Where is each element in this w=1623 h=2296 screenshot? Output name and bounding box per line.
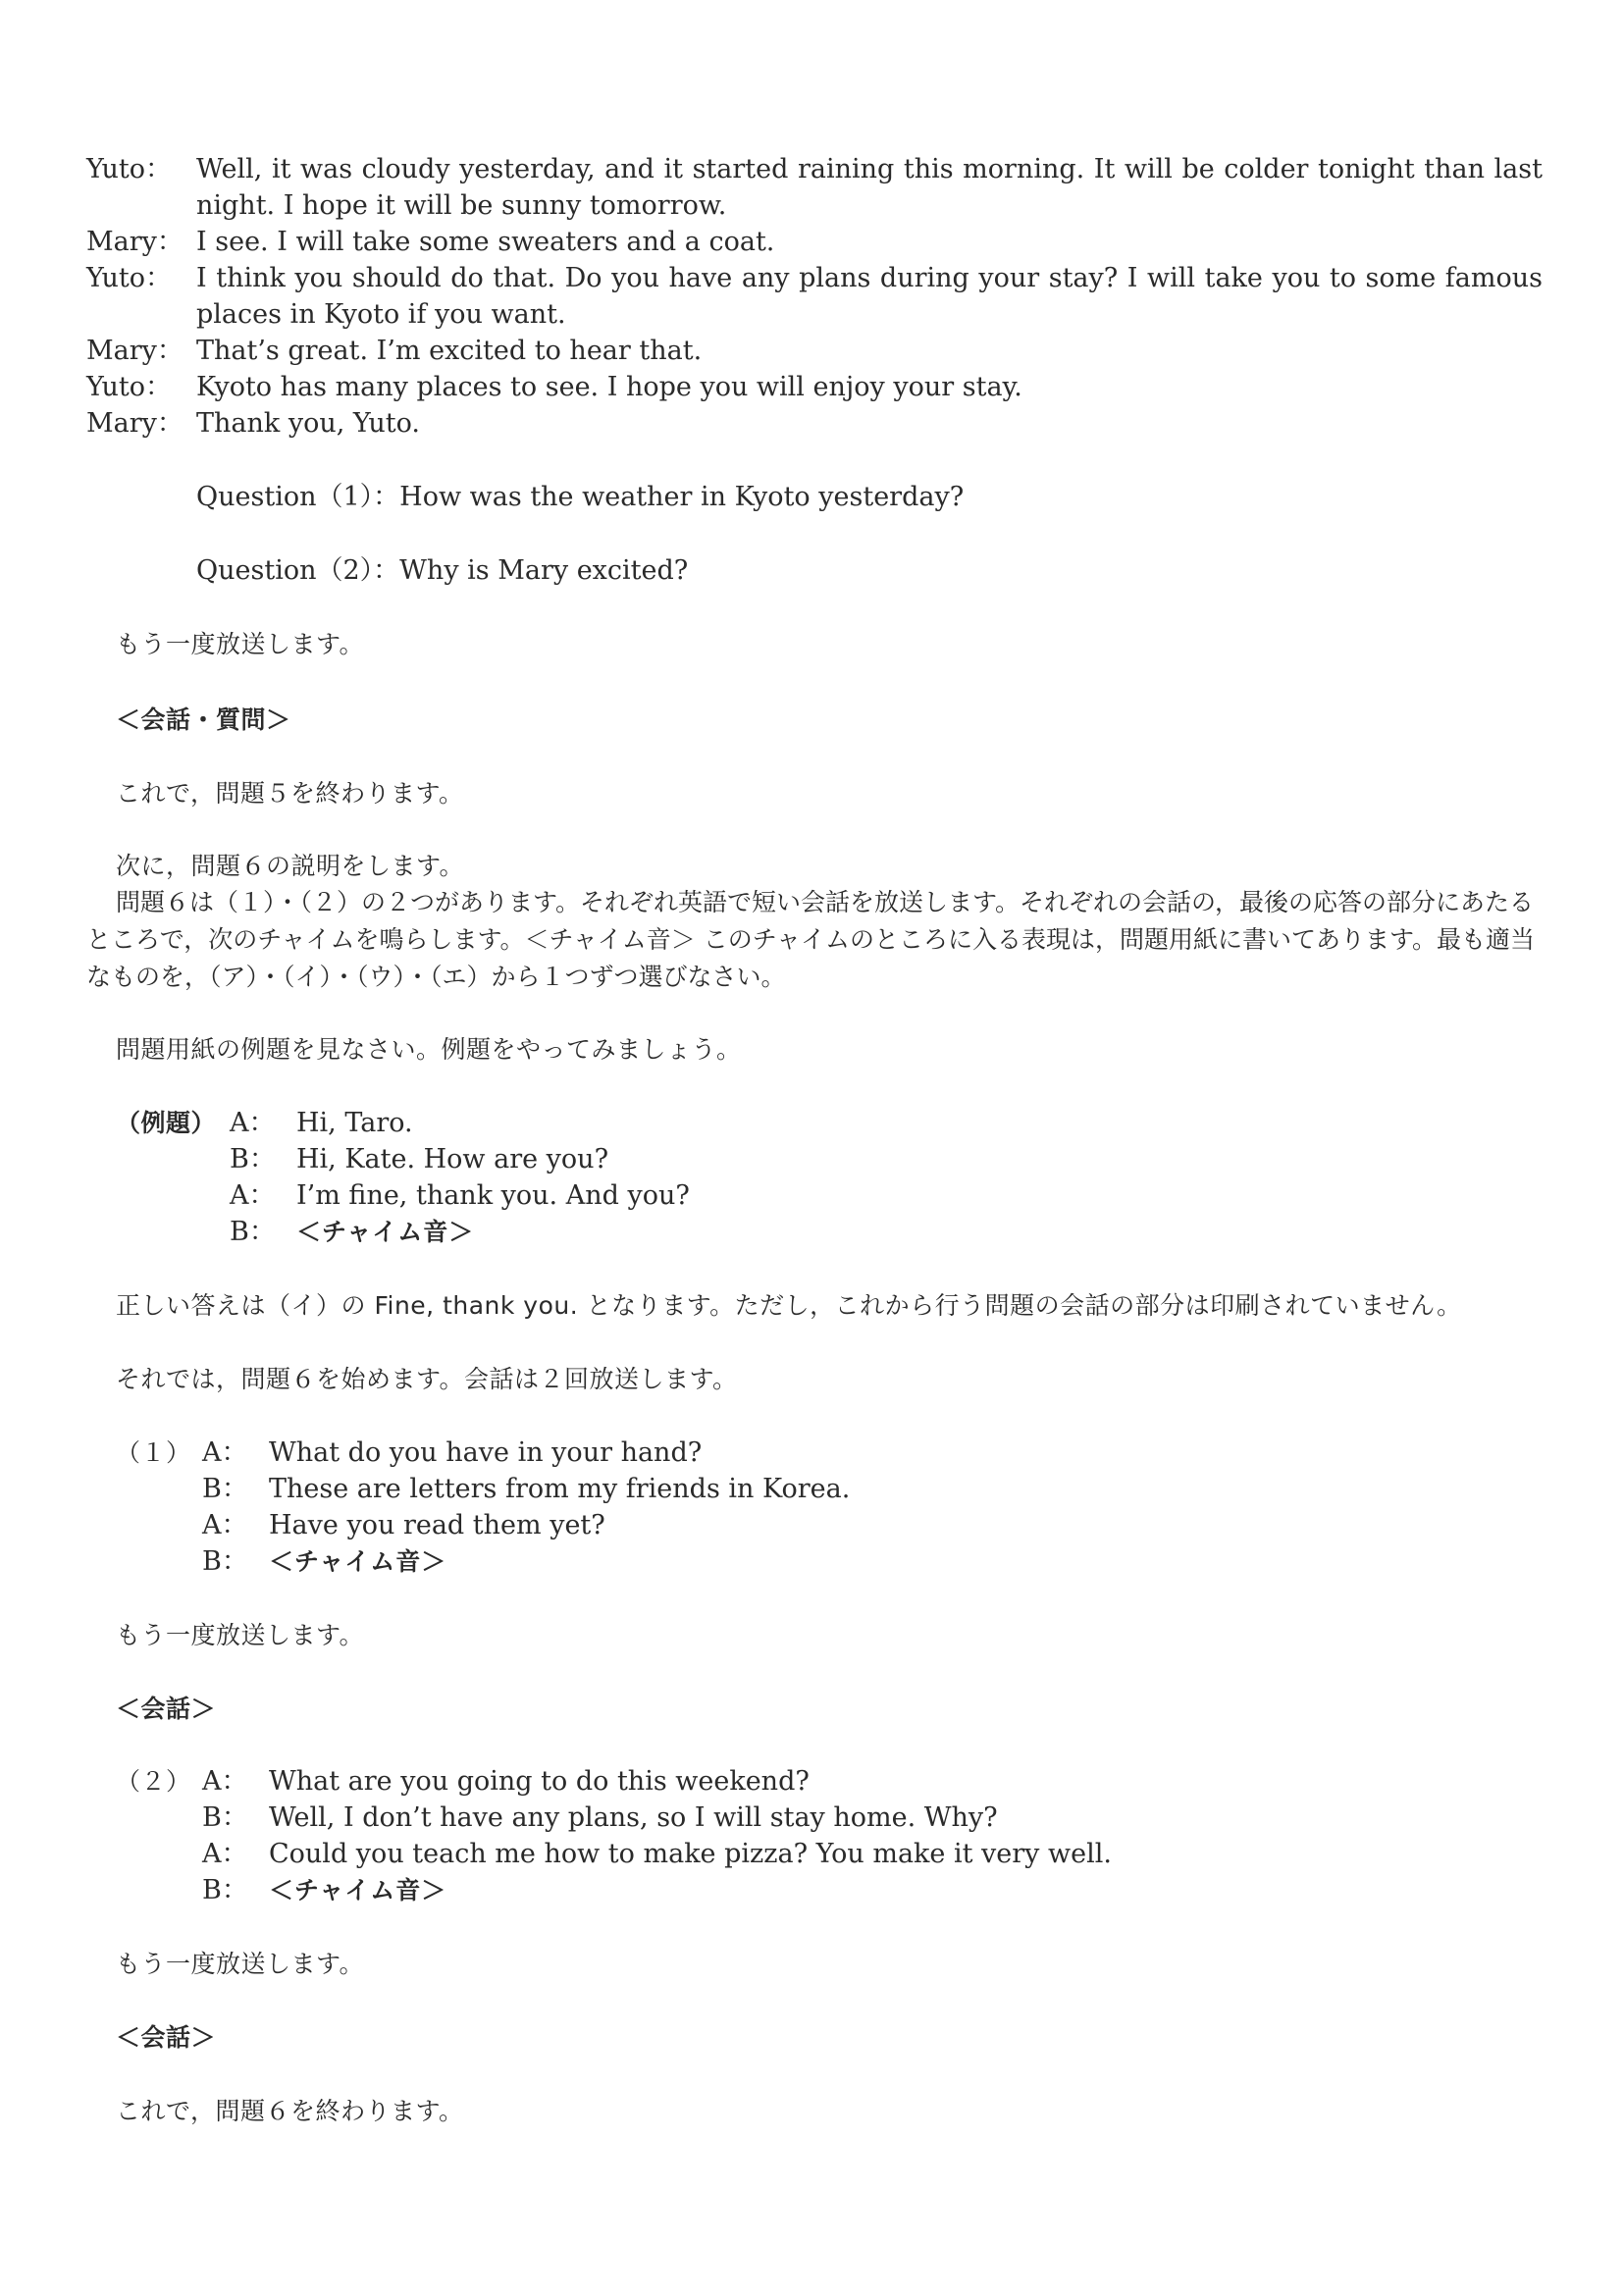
question-label: Question（2）：	[196, 555, 400, 586]
conversation-tag: ＜会話＞	[116, 2023, 217, 2052]
item-2-line	[202, 1800, 998, 1836]
line-text: Well, I don’t have any plans, so I will stay home. Why?	[269, 1802, 998, 1833]
dialogue-text: Thank you, Yuto.	[196, 408, 420, 439]
line-text: What are you going to do this weekend?	[269, 1766, 810, 1797]
speaker-label: B：	[202, 1875, 248, 1905]
speaker-label: A：	[202, 1510, 248, 1540]
dialogue-line	[86, 405, 1543, 442]
item-2-line	[202, 1763, 810, 1800]
question-line	[196, 552, 688, 589]
repeat-line: もう一度放送します。	[116, 1621, 365, 1649]
question-label: Question（1）：	[196, 482, 400, 512]
line-text: I’m fine, thank you. And you?	[296, 1180, 690, 1211]
dialogue-line	[86, 151, 1543, 224]
line-text: Hi, Taro.	[296, 1108, 413, 1138]
speaker-label: A：	[230, 1108, 276, 1138]
example-label: （例題）	[116, 1109, 217, 1137]
item-1-label: （１）	[116, 1438, 191, 1467]
end-problem-6: これで，問題６を終わります。	[116, 2097, 464, 2125]
speaker-label: B：	[230, 1217, 276, 1247]
dialogue-line	[86, 369, 1543, 405]
end-problem-5: これで，問題５を終わります。	[116, 779, 464, 808]
dialogue-text: Well, it was cloudy yesterday, and it started raining this morning. It will be colder tonight than last night. I hope it will be sunny tomorrow.	[196, 154, 1543, 221]
question-line	[196, 479, 964, 515]
problem-6-explanation: 問題６は（１）・（２）の２つがあります。それぞれ英語で短い会話を放送します。それぞれの会話の，最後の応答の部分にあたるところで，次のチャイムを鳴らします。＜チャイム音＞ このチャイムのところに入る表現は，問題用紙に書いてあります。最も適当なものを，（ア）・（イ）・（ウ）・（エ）から１つずつ選びなさい。	[86, 888, 1535, 991]
example-line	[230, 1141, 608, 1177]
start-problem-6: それでは，問題６を始めます。会話は２回放送します。	[116, 1365, 738, 1393]
item-1-line	[202, 1543, 446, 1580]
conversation-tag: ＜会話＞	[116, 1695, 217, 1723]
chime-tag: ＜チャイム音＞	[296, 1218, 475, 1246]
dialogue-text: Kyoto has many places to see. I hope you will enjoy your stay.	[196, 372, 1022, 402]
dialogue-text: I think you should do that. Do you have any plans during your stay? I will take you to some famous places in Kyoto if you want.	[196, 263, 1543, 330]
item-2-line	[202, 1872, 446, 1908]
dialogue-text: I see. I will take some sweaters and a coat.	[196, 227, 775, 257]
line-text: Have you read them yet?	[269, 1510, 605, 1540]
speaker-label: Mary：	[86, 336, 183, 366]
example-line	[230, 1105, 413, 1141]
conversation-question-tag: ＜会話・質問＞	[116, 705, 291, 734]
speaker-label: Yuto：	[86, 154, 172, 184]
speaker-label: B：	[202, 1474, 248, 1504]
speaker-label: B：	[202, 1546, 248, 1577]
item-1-line	[202, 1471, 850, 1507]
item-2-line	[202, 1836, 1112, 1872]
question-text: How was the weather in Kyoto yesterday?	[399, 482, 965, 512]
dialogue-line	[86, 224, 1543, 260]
speaker-label: Mary：	[86, 408, 183, 439]
line-text: These are letters from my friends in Korea.	[269, 1474, 851, 1504]
speaker-label: B：	[230, 1144, 276, 1174]
item-1-line	[202, 1435, 702, 1471]
repeat-line: もう一度放送します。	[116, 630, 365, 658]
speaker-label: A：	[202, 1766, 248, 1797]
see-example-line: 問題用紙の例題を見なさい。例題をやってみましょう。	[116, 1035, 742, 1064]
speaker-label: Yuto：	[86, 372, 172, 402]
example-line	[230, 1214, 474, 1250]
intro-problem-6: 次に，問題６の説明をします。	[116, 852, 465, 880]
chime-tag: ＜チャイム音＞	[269, 1547, 447, 1576]
speaker-label: Yuto：	[86, 263, 172, 293]
speaker-label: B：	[202, 1802, 248, 1833]
line-text: Hi, Kate. How are you?	[296, 1144, 609, 1174]
line-text: What do you have in your hand?	[269, 1437, 703, 1468]
item-1-line	[202, 1507, 605, 1543]
answer-note: 正しい答えは（イ）の Fine, thank you. となります。ただし，これから行う問題の会話の部分は印刷されていません。	[116, 1291, 1462, 1320]
dialogue-text: That’s great. I’m excited to hear that.	[196, 336, 703, 366]
speaker-label: A：	[202, 1437, 248, 1468]
speaker-label: A：	[230, 1180, 276, 1211]
speaker-label: A：	[202, 1839, 248, 1869]
line-text: Could you teach me how to make pizza? You make it very well.	[269, 1839, 1112, 1869]
speaker-label: Mary：	[86, 227, 183, 257]
repeat-line: もう一度放送します。	[116, 1950, 365, 1978]
dialogue-line	[86, 333, 1543, 369]
item-2-label: （２）	[116, 1767, 191, 1796]
example-line	[230, 1177, 690, 1214]
question-text: Why is Mary excited?	[399, 555, 689, 586]
dialogue-line	[86, 260, 1543, 333]
chime-tag: ＜チャイム音＞	[269, 1876, 447, 1905]
